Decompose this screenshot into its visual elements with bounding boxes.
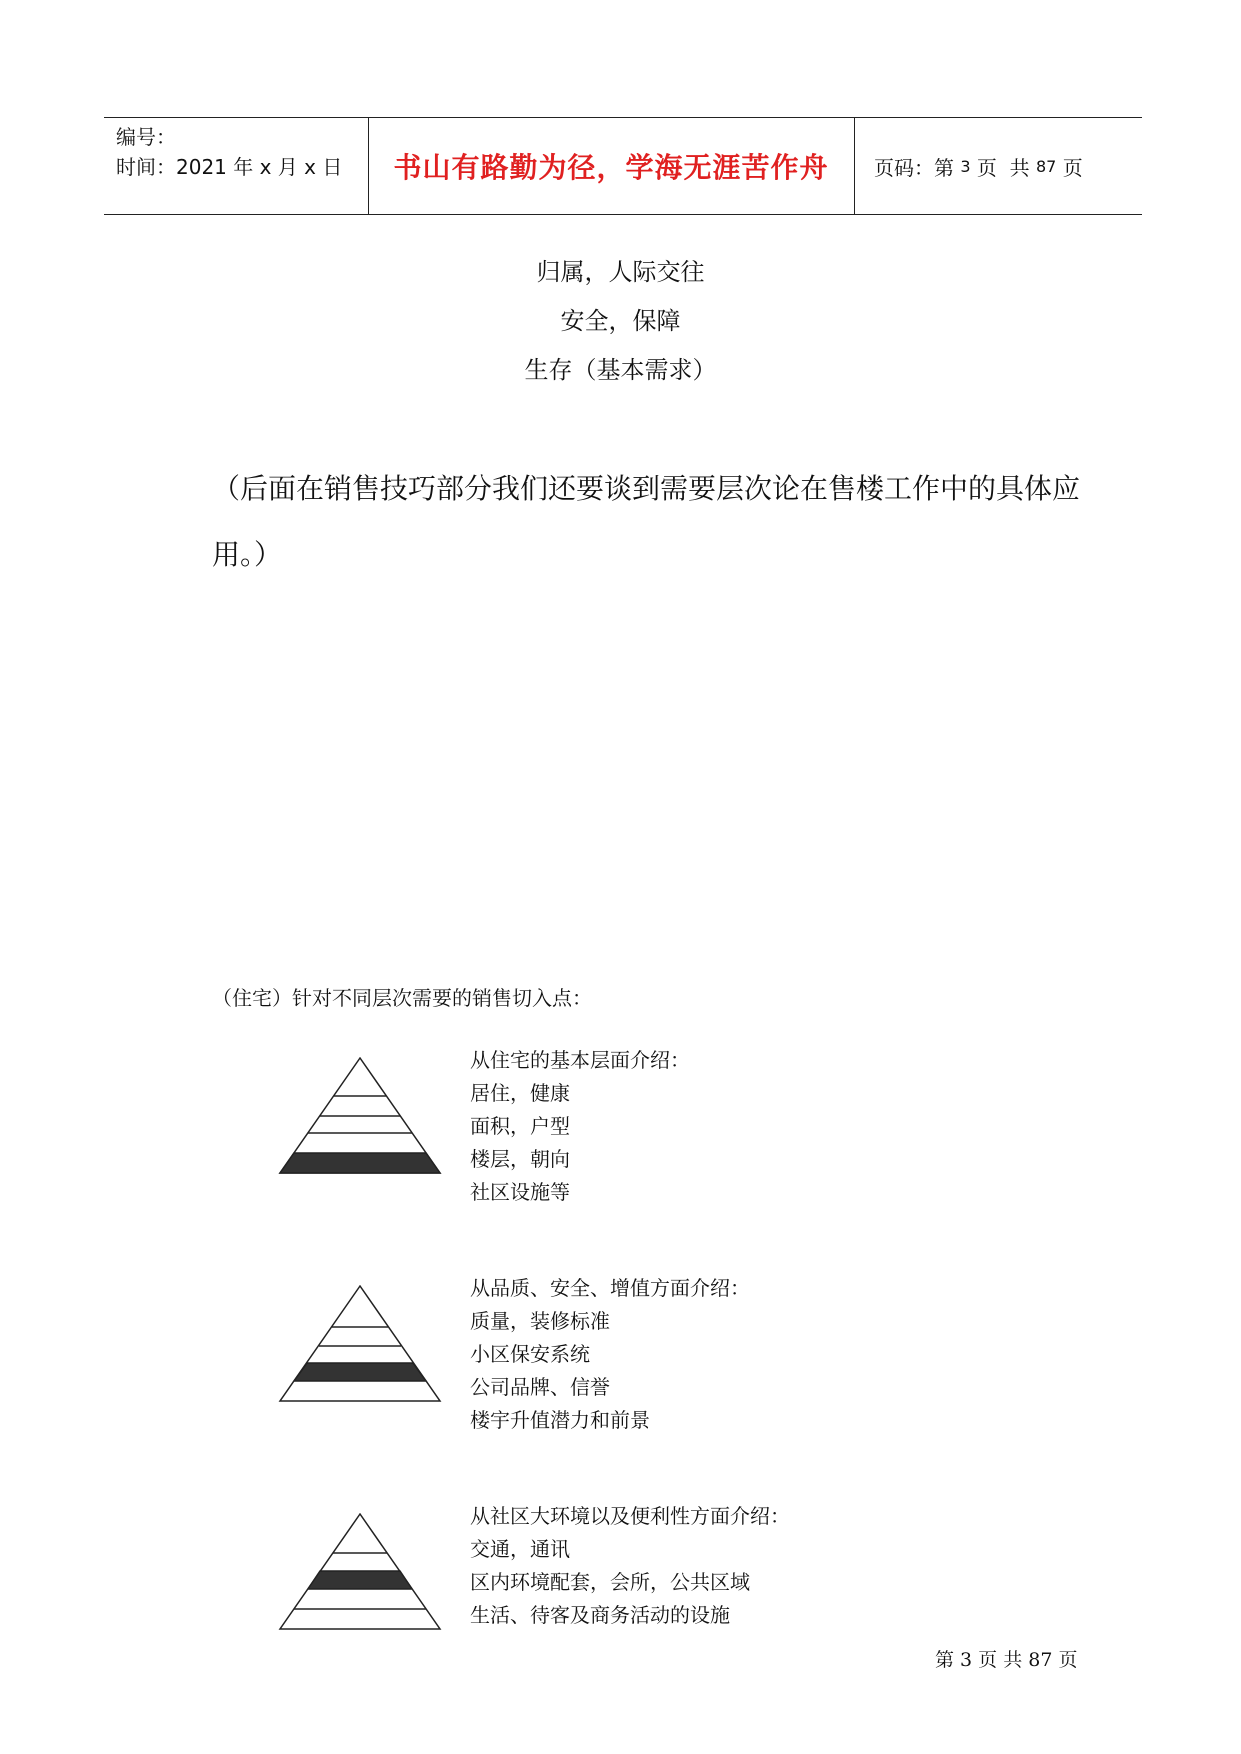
hierarchy-line-safety: 安全，保障 [560, 307, 681, 335]
pyramid-diagram-quality [278, 1285, 442, 1405]
list-item: 区内环境配套，会所，公共区域 [470, 1570, 750, 1594]
group-heading: 从品质、安全、增值方面介绍： [470, 1276, 750, 1300]
hierarchy-line-belonging: 归属，人际交往 [536, 258, 705, 286]
pyramid-highlight-band [280, 1153, 440, 1173]
group-quality [470, 1272, 750, 1437]
body-paragraph: （后面在销售技巧部分我们还要谈到需要层次论在售楼工作中的具体应用。） [212, 472, 1081, 571]
list-item: 社区设施等 [470, 1180, 570, 1204]
group-basic [470, 1044, 690, 1209]
group-heading: 从住宅的基本层面介绍： [470, 1048, 690, 1072]
pyramid-diagram-basic [278, 1057, 442, 1177]
pyramid-outline [280, 1286, 440, 1401]
page-mid: 页 共 [976, 155, 1030, 180]
page-footer: 第 3 页 共 87 页 [935, 1649, 1078, 1671]
pyramid-highlight-band [308, 1571, 412, 1589]
group-environment [470, 1500, 790, 1632]
group-heading: 从社区大环境以及便利性方面介绍： [470, 1504, 790, 1528]
page-current: 3 [960, 156, 971, 176]
page-label: 页码：第 [874, 155, 954, 180]
header-motto: 书山有路勤为径，学海无涯苦作舟 [393, 151, 829, 184]
list-item: 小区保安系统 [470, 1342, 590, 1366]
header-meta [116, 122, 342, 182]
pyramid-diagram-environment [278, 1513, 442, 1633]
header-page-info [874, 118, 1083, 214]
document-number-label: 编号： [116, 125, 176, 149]
section-title: （住宅）针对不同层次需要的销售切入点： [212, 986, 592, 1010]
page-header [104, 117, 1142, 215]
list-item: 居住，健康 [470, 1081, 570, 1105]
list-item: 公司品牌、信誉 [470, 1375, 610, 1399]
document-date: 时间：2021 年 x 月 x 日 [116, 155, 343, 179]
list-item: 楼宇升值潜力和前景 [470, 1408, 650, 1432]
list-item: 生活、待客及商务活动的设施 [470, 1603, 730, 1627]
page-end: 页 [1062, 155, 1083, 180]
list-item: 质量，装修标准 [470, 1309, 610, 1333]
page-total: 87 [1035, 156, 1057, 176]
list-item: 面积，户型 [470, 1114, 570, 1138]
list-item: 交通，通讯 [470, 1537, 570, 1561]
header-divider [854, 118, 855, 214]
list-item: 楼层，朝向 [470, 1147, 570, 1171]
pyramid-highlight-band [294, 1363, 426, 1381]
hierarchy-line-survival: 生存（基本需求） [524, 356, 717, 384]
